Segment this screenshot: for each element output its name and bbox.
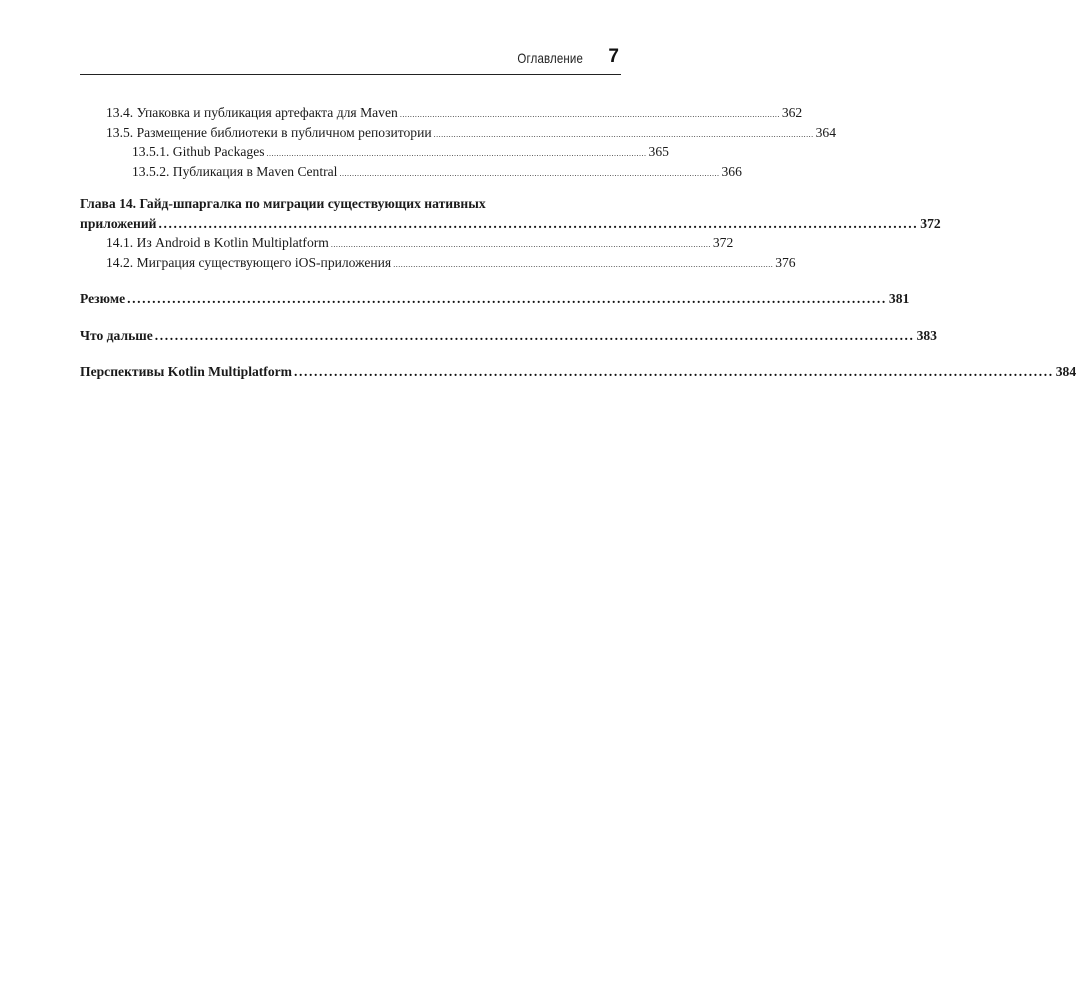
table-of-contents bbox=[80, 103, 1076, 382]
toc-entry-next bbox=[80, 326, 937, 346]
toc-entry-13-4 bbox=[80, 103, 803, 123]
toc-entry-page: 366 bbox=[721, 163, 742, 179]
toc-entry-page: 381 bbox=[888, 291, 910, 306]
dot-leader: ........................................................................................................................................................ bbox=[393, 259, 774, 269]
toc-entry-title: 14.1. Из Android в Kotlin Multiplatform bbox=[106, 235, 329, 250]
toc-entry-title: Резюме bbox=[80, 291, 126, 306]
dot-leader: ........................................................................................................................................................ bbox=[330, 240, 711, 249]
toc-entry-page: 362 bbox=[781, 105, 803, 120]
toc-entry-page: 384 bbox=[1055, 364, 1076, 379]
dot-leader: ........................................................................................................................................................ bbox=[127, 291, 887, 306]
toc-chapter-14 bbox=[80, 214, 941, 234]
toc-entry-title: 13.5. Размещение библиотеки в публичном репозитории bbox=[106, 124, 432, 140]
toc-entry-title: Перспективы Kotlin Multiplatform bbox=[80, 364, 292, 379]
dot-leader: ........................................................................................................................................................ bbox=[399, 110, 780, 119]
running-header bbox=[80, 48, 621, 75]
toc-entry-title: 13.5.1. Github Packages bbox=[132, 144, 265, 159]
toc-entry-13-5 bbox=[80, 123, 837, 143]
dot-leader: ........................................................................................................................................................ bbox=[293, 364, 1054, 379]
toc-entry-page: 365 bbox=[648, 144, 669, 159]
toc-entry-14-2 bbox=[80, 253, 796, 273]
dot-leader: ........................................................................................................................................................ bbox=[433, 129, 814, 139]
toc-entry-perspectives bbox=[80, 362, 1076, 382]
toc-entry-page: 376 bbox=[775, 254, 796, 270]
dot-leader: ........................................................................................................................................................ bbox=[266, 149, 647, 158]
toc-entry-title: приложений bbox=[80, 215, 157, 231]
toc-entry-page: 372 bbox=[920, 215, 941, 231]
toc-entry-page: 383 bbox=[916, 327, 937, 343]
toc-entry-title: 13.4. Упаковка и публикация артефакта для Maven bbox=[106, 105, 398, 120]
toc-entry-title: 13.5.2. Публикация в Maven Central bbox=[132, 163, 338, 179]
toc-entry-page: 364 bbox=[815, 124, 837, 140]
toc-entry-13-5-1 bbox=[80, 142, 669, 162]
toc-entry-14-1 bbox=[80, 233, 734, 253]
toc-entry-page: 372 bbox=[712, 235, 734, 250]
toc-entry-title: 14.2. Миграция существующего iOS-приложения bbox=[106, 254, 392, 270]
running-title: Оглавление bbox=[517, 50, 583, 66]
toc-entry-13-5-2 bbox=[80, 162, 742, 182]
page-number: 7 bbox=[608, 46, 619, 67]
dot-leader: ........................................................................................................................................................ bbox=[154, 327, 915, 343]
dot-leader: ........................................................................................................................................................ bbox=[339, 168, 720, 178]
toc-entry-resume bbox=[80, 289, 910, 309]
toc-chapter-14-title-line1: Глава 14. Гайд-шпаргалка по миграции существующих нативных bbox=[80, 196, 486, 211]
toc-entry-title: Что дальше bbox=[80, 327, 153, 343]
dot-leader: ........................................................................................................................................................ bbox=[158, 215, 919, 231]
